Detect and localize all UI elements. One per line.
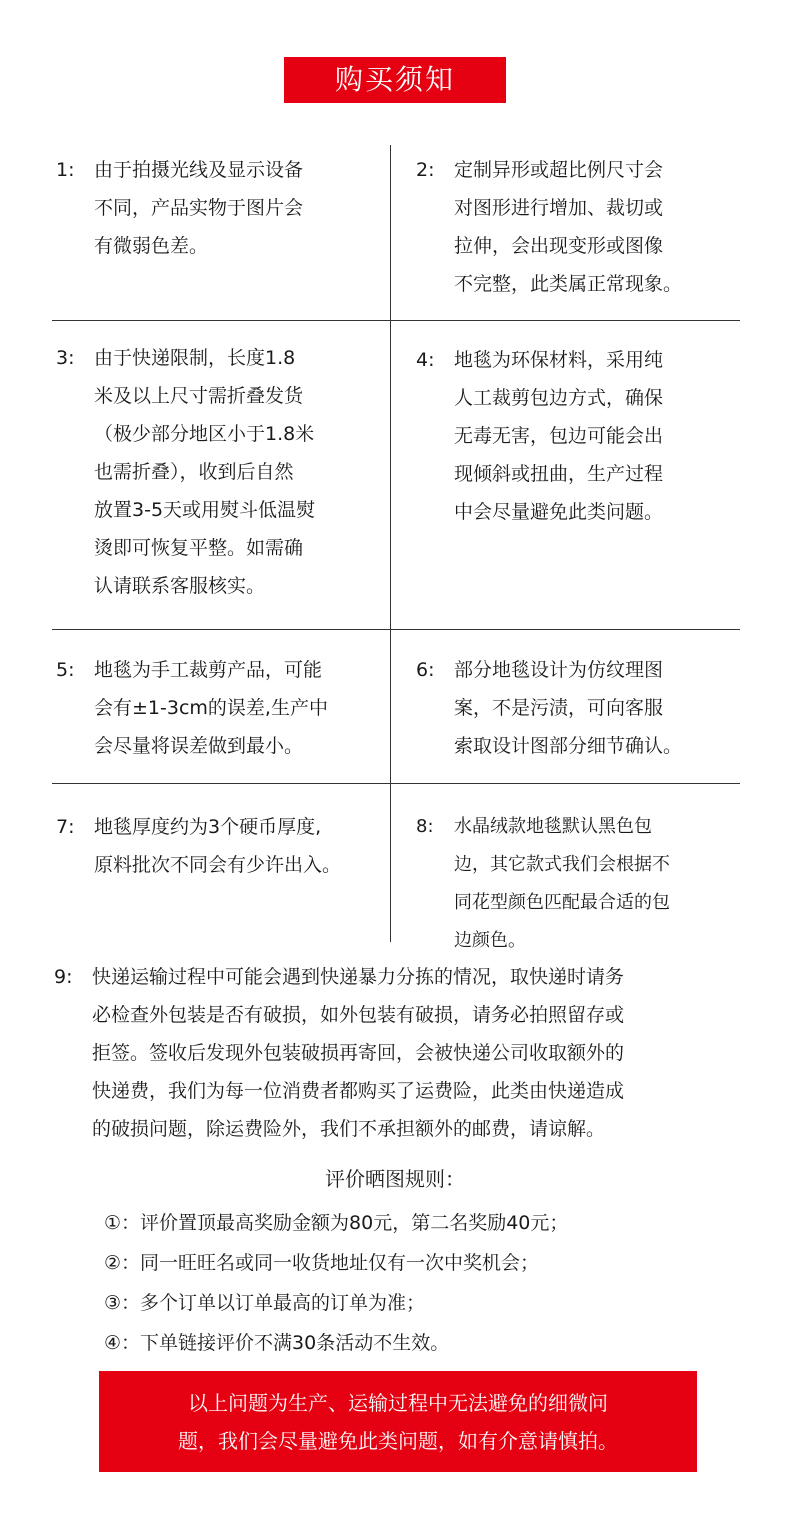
item-line: 必检查外包装是否有破损，如外包装有破损，请务必拍照留存或 <box>92 1004 625 1026</box>
item-line: 原料批次不同会有少许出入。 <box>94 854 342 876</box>
grid-divider-vertical <box>390 145 391 942</box>
item-line: 部分地毯设计为仿纹理图 <box>454 659 664 681</box>
notice-item-6 <box>416 651 682 765</box>
item-number: 4: <box>416 349 435 371</box>
item-line: 有微弱色差。 <box>94 235 209 257</box>
item-line: 地毯为环保材料，采用纯 <box>454 349 664 371</box>
rule-item: ③：多个订单以订单最高的订单为准； <box>104 1292 426 1314</box>
page-title: 购买须知 <box>284 57 506 103</box>
item-line: 对图形进行增加、裁切或 <box>454 197 664 219</box>
item-line: 案，不是污渍，可向客服 <box>454 697 664 719</box>
item-line: 边，其它款式我们会根据不 <box>454 854 670 875</box>
item-line: 快递费，我们为每一位消费者都购买了运费险，此类由快递造成 <box>92 1080 625 1102</box>
item-line: 同花型颜色匹配最合适的包 <box>454 892 670 913</box>
item-line: 放置3-5天或用熨斗低温熨 <box>94 499 316 521</box>
item-line: 快递运输过程中可能会遇到快递暴力分拣的情况，取快递时请务 <box>92 966 625 988</box>
item-line: 无毒无害，包边可能会出 <box>454 425 664 447</box>
item-number: 5: <box>56 659 75 681</box>
item-number: 2: <box>416 159 435 181</box>
item-number: 6: <box>416 659 435 681</box>
grid-divider-row-1 <box>52 320 740 321</box>
grid-divider-row-2 <box>52 629 740 630</box>
item-line: 由于快递限制，长度1.8 <box>94 347 296 369</box>
item-number: 1: <box>56 159 75 181</box>
item-number: 8: <box>416 816 434 837</box>
notice-item-8 <box>416 808 670 960</box>
warning-line: 以上问题为生产、运输过程中无法避免的细微问 <box>188 1391 608 1415</box>
item-line: （极少部分地区小于1.8米 <box>94 423 315 445</box>
item-line: 米及以上尺寸需折叠发货 <box>94 385 304 407</box>
item-line: 边颜色。 <box>454 930 526 951</box>
rules-list <box>104 1203 568 1363</box>
grid-divider-row-3 <box>52 783 740 784</box>
notice-item-3 <box>56 339 315 605</box>
notice-item-5 <box>56 651 328 765</box>
item-line: 人工裁剪包边方式，确保 <box>454 387 664 409</box>
notice-item-1 <box>56 151 303 265</box>
notice-item-7 <box>56 808 341 884</box>
rule-item: ①：评价置顶最高奖励金额为80元，第二名奖励40元； <box>104 1212 569 1234</box>
rules-title: 评价晒图规则： <box>325 1167 465 1191</box>
item-number: 7: <box>56 816 75 838</box>
item-line: 定制异形或超比例尺寸会 <box>454 159 664 181</box>
item-line: 索取设计图部分细节确认。 <box>454 735 683 757</box>
item-number: 9: <box>54 966 73 988</box>
item-line: 由于拍摄光线及显示设备 <box>94 159 304 181</box>
rule-item: ②：同一旺旺名或同一收货地址仅有一次中奖机会； <box>104 1252 540 1274</box>
notice-item-2 <box>416 151 682 303</box>
notice-item-9 <box>54 958 754 1148</box>
item-line: 拒签。签收后发现外包装破损再寄回，会被快递公司收取额外的 <box>92 1042 625 1064</box>
item-number: 3: <box>56 347 75 369</box>
item-line: 会尽量将误差做到最小。 <box>94 735 304 757</box>
item-line: 不同，产品实物于图片会 <box>94 197 304 219</box>
item-line: 会有±1-3cm的误差,生产中 <box>94 697 328 719</box>
rule-item: ④：下单链接评价不满30条活动不生效。 <box>104 1332 450 1354</box>
item-line: 认请联系客服核实。 <box>94 575 266 597</box>
item-line: 的破损问题，除运费险外，我们不承担额外的邮费，请谅解。 <box>92 1118 606 1140</box>
item-line: 拉伸，会出现变形或图像 <box>454 235 664 257</box>
item-line: 不完整，此类属正常现象。 <box>454 273 683 295</box>
notice-item-4 <box>416 341 663 531</box>
item-line: 地毯厚度约为3个硬币厚度, <box>94 816 322 838</box>
item-line: 中会尽量避免此类问题。 <box>454 501 664 523</box>
warning-line: 题，我们会尽量避免此类问题，如有介意请慎拍。 <box>178 1429 618 1453</box>
item-line: 地毯为手工裁剪产品，可能 <box>94 659 323 681</box>
item-line: 水晶绒款地毯默认黑色包 <box>454 816 652 837</box>
item-line: 也需折叠），收到后自然 <box>94 461 294 483</box>
item-line: 现倾斜或扭曲，生产过程 <box>454 463 664 485</box>
item-line: 烫即可恢复平整。如需确 <box>94 537 304 559</box>
warning-banner <box>99 1371 697 1472</box>
